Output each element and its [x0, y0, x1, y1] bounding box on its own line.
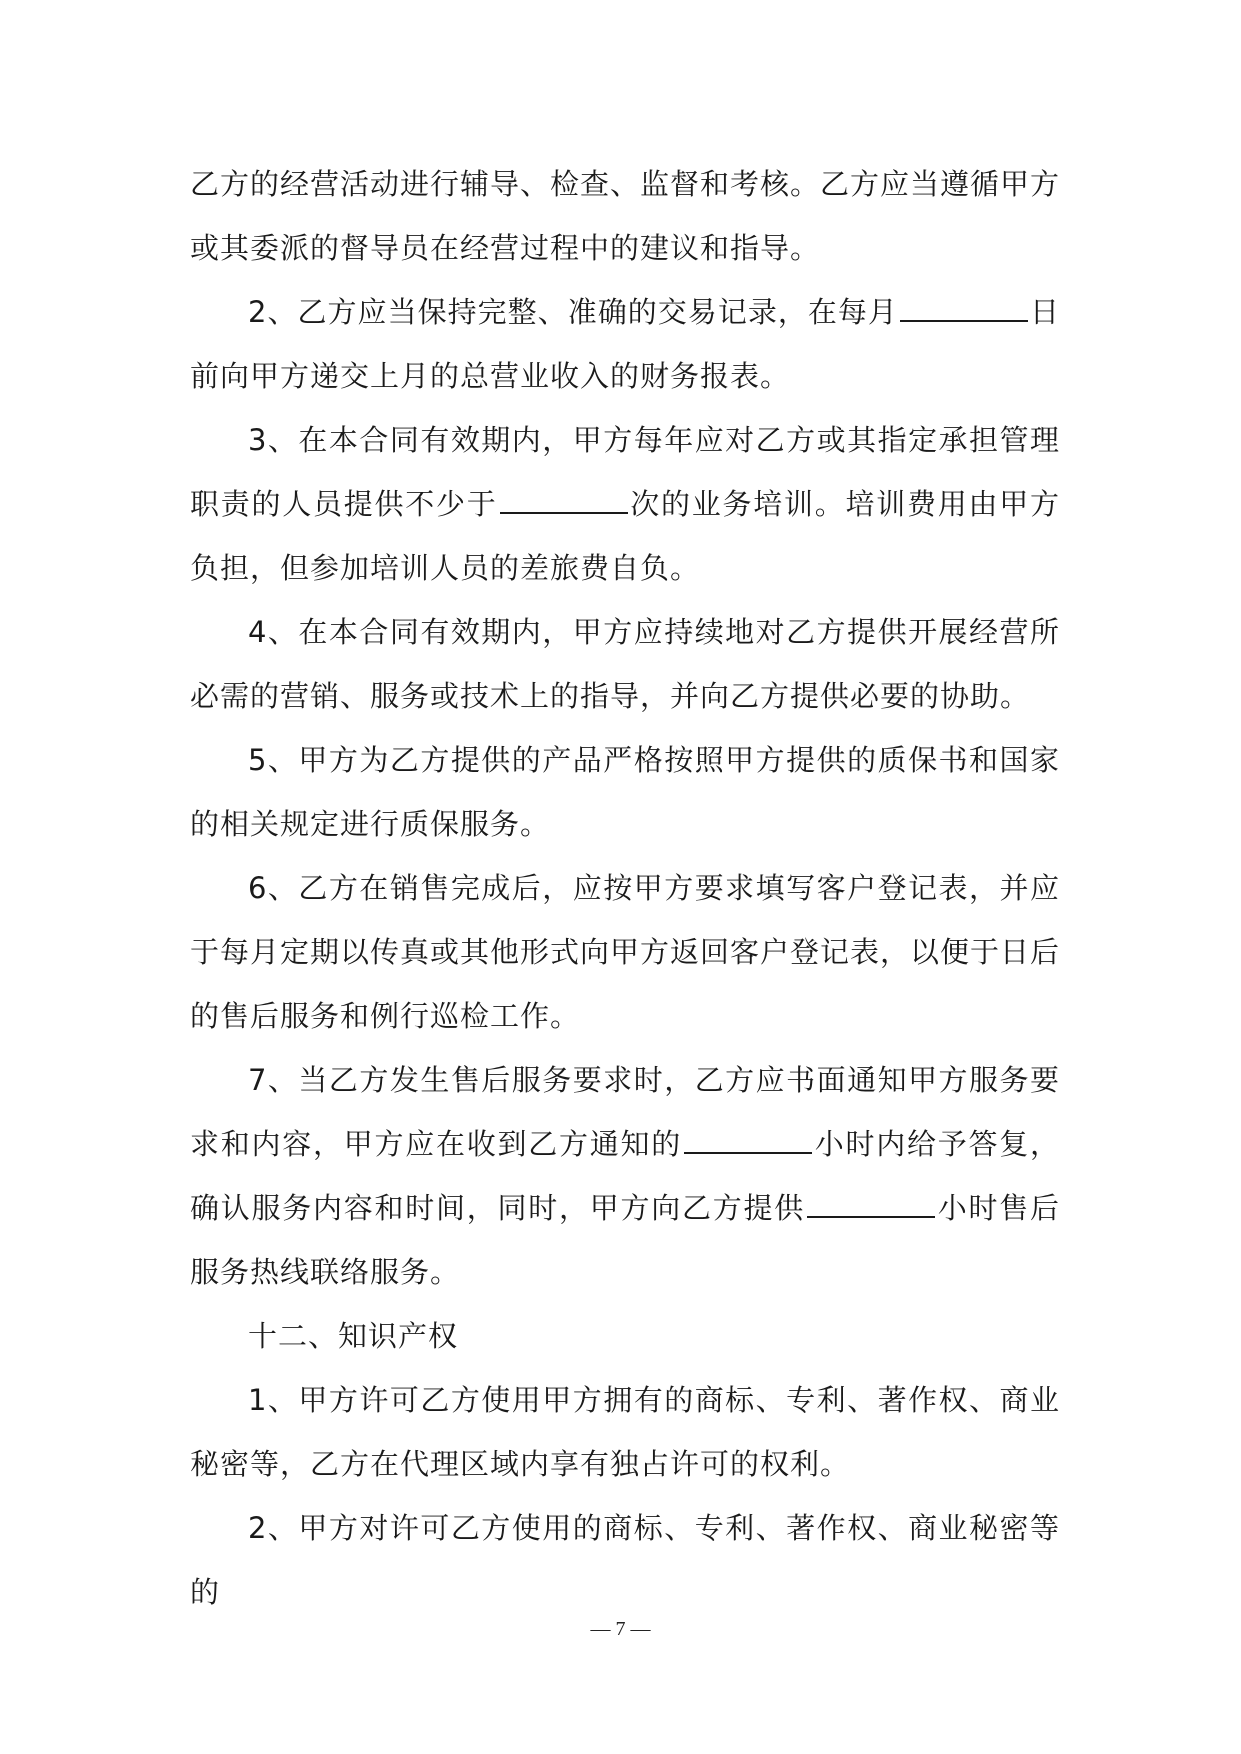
paragraph-text: 6、乙方在销售完成后，应按甲方要求填写客户登记表，并应于每月定期以传真或其他形式向甲方返回客户登记表，以便于日后的售后服务和例行巡检工作。 — [190, 871, 1061, 1033]
paragraph-ip-clause-2 — [190, 1496, 1060, 1624]
section-heading — [190, 1304, 1060, 1368]
fill-in-blank — [684, 1126, 812, 1154]
fill-in-blank — [500, 486, 628, 514]
paragraph-text: 4、在本合同有效期内，甲方应持续地对乙方提供开展经营所必需的营销、服务或技术上的指导，并向乙方提供必要的协助。 — [190, 615, 1060, 713]
paragraph-clause-3 — [190, 408, 1060, 600]
paragraph-text: 小时内给予答复，确认服务内容和时间，同时，甲方向乙方提供 — [190, 1127, 1060, 1225]
paragraph-text: 5、甲方为乙方提供的产品严格按照甲方提供的质保书和国家的相关规定进行质保服务。 — [190, 743, 1060, 841]
heading-text: 十二、知识产权 — [248, 1319, 459, 1353]
paragraph-clause-7 — [190, 1048, 1060, 1304]
paragraph-text: 2、乙方应当保持完整、准确的交易记录，在每月 — [248, 295, 898, 329]
paragraph-text: 2、甲方对许可乙方使用的商标、专利、著作权、商业秘密等的 — [190, 1511, 1060, 1609]
document-body — [190, 152, 1060, 1624]
fill-in-blank — [807, 1190, 935, 1218]
paragraph-text: 3、在本合同有效期内，甲方每年应对乙方或其指定承担管理职责的人员提供不少于 — [190, 423, 1060, 521]
paragraph-clause-6 — [190, 856, 1060, 1048]
paragraph-clause-4 — [190, 600, 1060, 728]
fill-in-blank — [900, 294, 1028, 322]
paragraph-text: 乙方的经营活动进行辅导、检查、监督和考核。乙方应当遵循甲方或其委派的督导员在经营过程中的建议和指导。 — [190, 167, 1061, 265]
paragraph-text: 7、当乙方发生售后服务要求时，乙方应书面通知甲方服务要求和内容，甲方应在收到乙方通知的 — [190, 1063, 1060, 1161]
paragraph-continuation — [190, 152, 1060, 280]
page-number: — 7 — — [590, 1618, 651, 1640]
paragraph-text: 次的业务培训。培训费用由甲方负担，但参加培训人员的差旅费自负。 — [190, 487, 1060, 585]
paragraph-ip-clause-1 — [190, 1368, 1060, 1496]
paragraph-clause-5 — [190, 728, 1060, 856]
paragraph-text: 1、甲方许可乙方使用甲方拥有的商标、专利、著作权、商业秘密等，乙方在代理区域内享有独占许可的权利。 — [190, 1383, 1060, 1481]
paragraph-clause-2 — [190, 280, 1060, 408]
paragraph-text: 小时售后服务热线联络服务。 — [190, 1191, 1060, 1289]
paragraph-text: 日前向甲方递交上月的总营业收入的财务报表。 — [190, 295, 1060, 393]
